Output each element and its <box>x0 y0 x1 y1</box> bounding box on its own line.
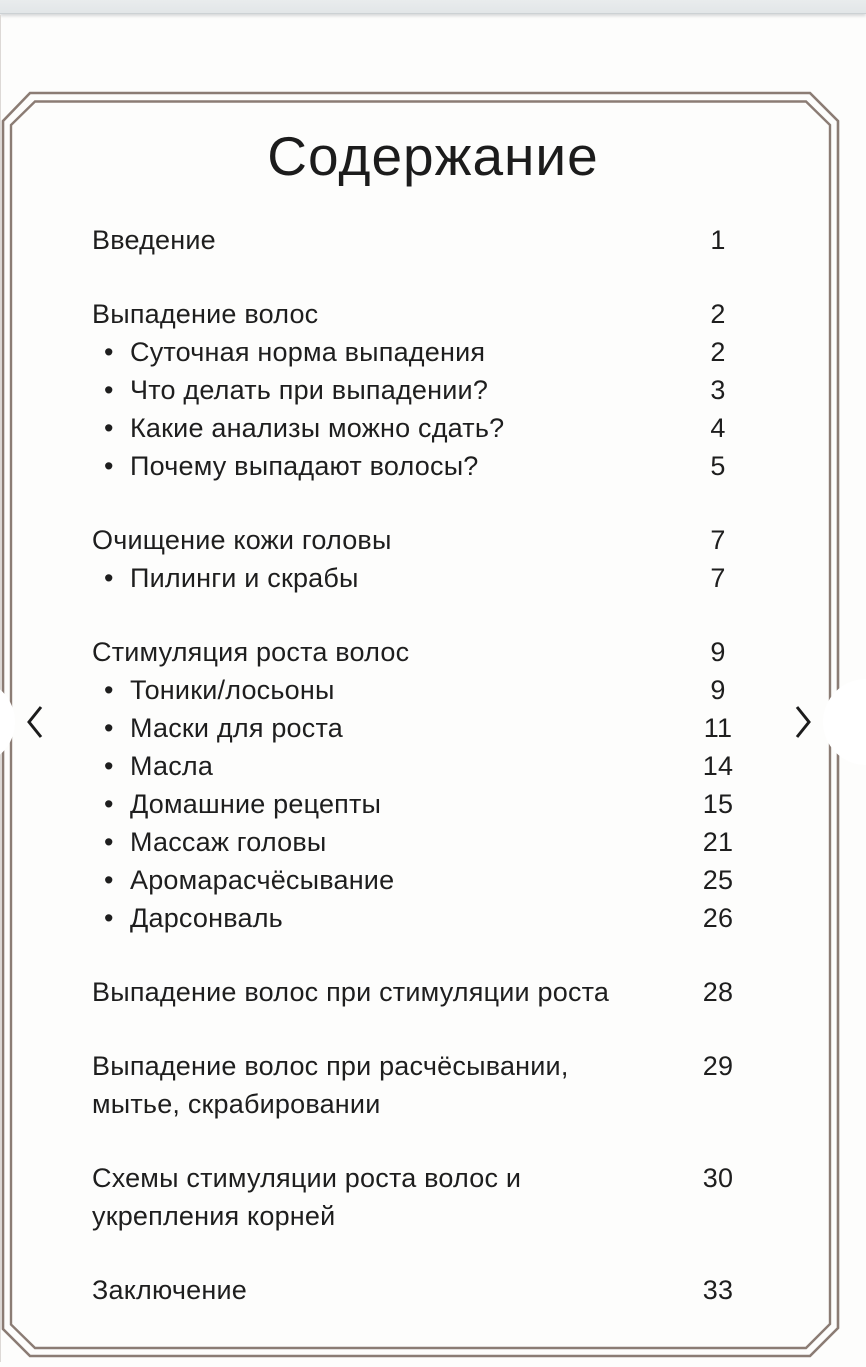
carousel-next-button[interactable] <box>781 694 825 750</box>
toc-section <box>92 1271 740 1309</box>
chevron-left-icon <box>24 704 46 740</box>
toc-entry-line: мытье, скрабировании <box>92 1089 381 1119</box>
toc-entry-line: Стимуляция роста волос <box>92 637 410 667</box>
toc-entry-label <box>92 1159 696 1235</box>
toc-entry-label <box>92 1047 696 1123</box>
toc-entry <box>92 221 740 259</box>
toc-section <box>92 295 740 485</box>
toc-entry-label <box>130 559 696 597</box>
toc-entry <box>92 973 740 1011</box>
toc-entry-label <box>92 295 696 333</box>
toc-entry-page-number: 2 <box>710 299 726 329</box>
toc-entry-page-number: 26 <box>702 903 734 933</box>
toc-entry <box>92 295 740 333</box>
toc-section <box>92 633 740 937</box>
toc-entry-label <box>92 221 696 259</box>
toc-entry <box>92 333 740 371</box>
bullet-icon: • <box>104 865 114 895</box>
toc-entry <box>92 371 740 409</box>
toc-entry-label <box>92 633 696 671</box>
toc-entry-line: Выпадение волос при расчёсывании, <box>92 1051 569 1081</box>
toc-entry-label <box>130 823 696 861</box>
toc-entry-label <box>130 747 696 785</box>
toc-entry-page-number: 4 <box>710 413 726 443</box>
bullet-icon: • <box>104 337 114 367</box>
toc-entry-label <box>130 409 696 447</box>
toc-entry-page-number: 11 <box>703 713 733 743</box>
toc-entry-line: Схемы стимуляции роста волос и <box>92 1163 522 1193</box>
toc-entry-page-number: 5 <box>710 451 726 481</box>
bullet-icon: • <box>104 375 114 405</box>
toc-entry-line: Введение <box>92 225 216 255</box>
bullet-icon: • <box>104 451 114 481</box>
toc-entry-line: Маски для роста <box>130 713 343 743</box>
page-title: Содержание <box>267 125 599 187</box>
toc-entry-label <box>130 785 696 823</box>
toc-entry-line: Масла <box>130 751 214 781</box>
toc-entry-label <box>92 521 696 559</box>
bullet-icon: • <box>104 903 114 933</box>
toc-entry-page-number: 1 <box>710 225 726 255</box>
toc-entry <box>92 1047 740 1123</box>
toc-entry-page-number: 3 <box>710 375 726 405</box>
toc-entry-label <box>130 671 696 709</box>
toc-entry <box>92 709 740 747</box>
toc-entry-page-number: 14 <box>702 751 734 781</box>
toc-entry-page-number: 33 <box>702 1275 734 1305</box>
toc-entry <box>92 785 740 823</box>
toc-entry-page-number: 21 <box>702 827 734 857</box>
toc-entry-page-number: 7 <box>710 563 726 593</box>
toc-entry <box>92 1271 740 1309</box>
toc-list <box>92 221 740 1309</box>
toc-entry <box>92 633 740 671</box>
toc-entry-page-number: 2 <box>710 337 726 367</box>
toc-entry-line: Что делать при выпадении? <box>130 375 489 405</box>
toc-entry-line: Суточная норма выпадения <box>130 337 486 367</box>
toc-entry-page-number: 9 <box>710 637 726 667</box>
toc-section <box>92 1159 740 1235</box>
toc-entry-label <box>130 709 696 747</box>
bullet-icon: • <box>104 563 114 593</box>
bullet-icon: • <box>104 751 114 781</box>
toc-entry-line: Почему выпадают волосы? <box>130 451 479 481</box>
toc-entry-page-number: 25 <box>702 865 734 895</box>
toc-entry-page-number: 15 <box>702 789 734 819</box>
toc-entry <box>92 559 740 597</box>
toc-entry-page-number: 30 <box>702 1163 734 1193</box>
toc-entry-line: Домашние рецепты <box>130 789 382 819</box>
toc-entry-line: Заключение <box>92 1275 247 1305</box>
toc-entry-page-number: 7 <box>710 525 726 555</box>
toc-entry-line: Какие анализы можно сдать? <box>130 413 505 443</box>
toc-entry <box>92 671 740 709</box>
toc-entry <box>92 747 740 785</box>
bullet-icon: • <box>104 675 114 705</box>
toc-entry-page-number: 28 <box>702 977 734 1007</box>
chevron-right-icon <box>792 704 814 740</box>
toc-section <box>92 1047 740 1123</box>
bullet-icon: • <box>104 413 114 443</box>
toc-entry <box>92 861 740 899</box>
toc-entry-line: Выпадение волос <box>92 299 319 329</box>
toc-entry-label <box>92 1271 696 1309</box>
toc-entry <box>92 409 740 447</box>
bullet-icon: • <box>104 827 114 857</box>
toc-section <box>92 521 740 597</box>
toc-entry <box>92 823 740 861</box>
toc-entry-label <box>130 899 696 937</box>
toc-entry <box>92 521 740 559</box>
bullet-icon: • <box>104 789 114 819</box>
toc-entry-page-number: 29 <box>702 1051 734 1081</box>
toc-entry-label <box>130 371 696 409</box>
toc-entry-line: Аромарасчёсывание <box>130 865 395 895</box>
toc-entry-label <box>130 447 696 485</box>
carousel-prev-button[interactable] <box>13 694 57 750</box>
toc-entry-label <box>130 333 696 371</box>
toc-entry-label <box>92 973 696 1011</box>
toc-entry-label <box>130 861 696 899</box>
toc-section <box>92 973 740 1011</box>
toc-entry-line: Выпадение волос при стимуляции роста <box>92 977 610 1007</box>
toc-entry <box>92 447 740 485</box>
toc-entry-page-number: 9 <box>710 675 726 705</box>
toc-entry-line: укрепления корней <box>92 1201 336 1231</box>
toc-entry-line: Дарсонваль <box>130 903 283 933</box>
toc-entry-line: Тоники/лосьоны <box>130 675 335 705</box>
toc-entry <box>92 1159 740 1235</box>
toc-entry-line: Пилинги и скрабы <box>130 563 359 593</box>
toc-section <box>92 221 740 259</box>
toc-entry <box>92 899 740 937</box>
toc-entry-line: Массаж головы <box>130 827 327 857</box>
toc-entry-line: Очищение кожи головы <box>92 525 392 555</box>
bullet-icon: • <box>104 713 114 743</box>
